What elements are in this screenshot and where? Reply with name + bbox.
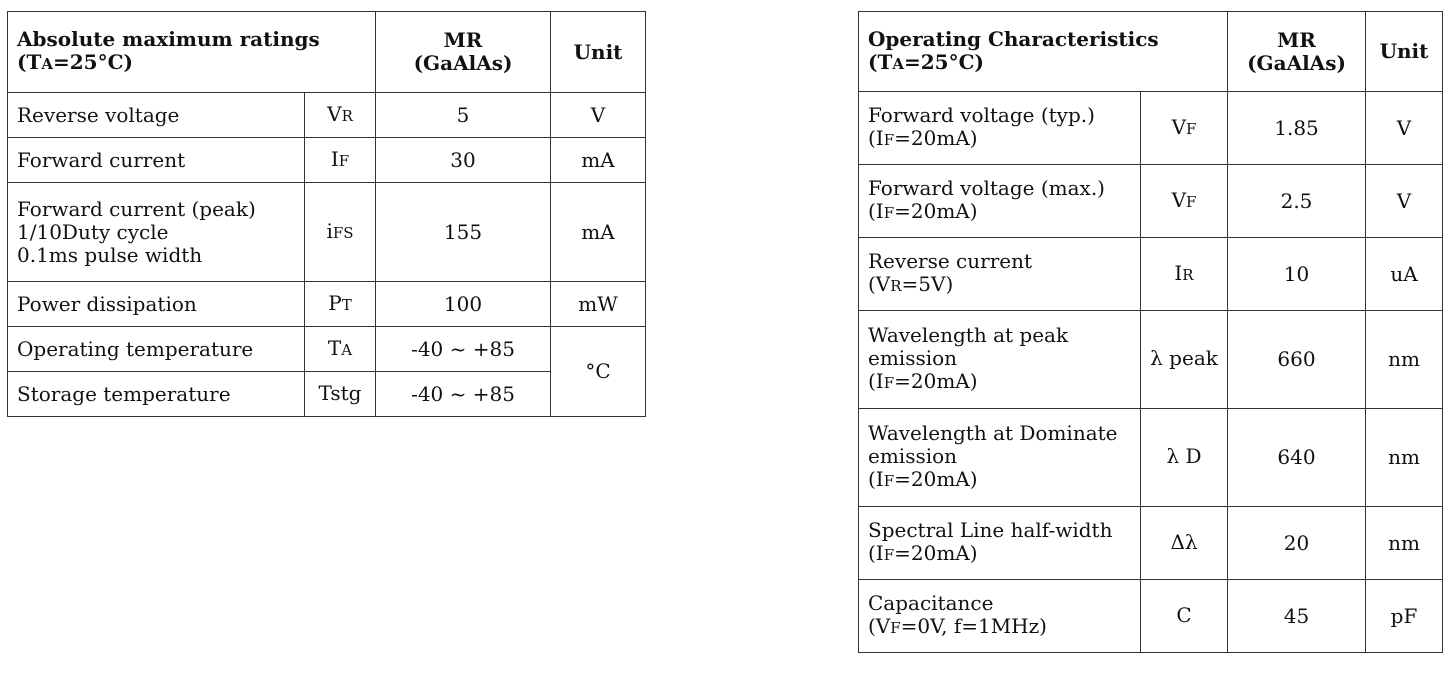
test-condition: (IF=20mA) — [868, 467, 978, 491]
table-row — [859, 580, 1443, 653]
table-row — [859, 507, 1443, 580]
param-cell: Spectral Line half-width (IF=20mA) — [859, 507, 1141, 580]
table-row — [859, 311, 1443, 409]
table-title: Operating Characteristics — [868, 26, 1159, 51]
unit-cell: V — [1366, 92, 1443, 165]
table-condition: (TA=25°C) — [868, 49, 984, 74]
table-row — [859, 409, 1443, 507]
table-row — [859, 238, 1443, 311]
unit-cell: nm — [1366, 507, 1443, 580]
table-row — [8, 138, 646, 183]
unit-cell: mA — [551, 183, 646, 282]
unit-cell: mA — [551, 138, 646, 183]
param-cell: Reverse voltage — [8, 93, 305, 138]
unit-column-header: Unit — [1366, 12, 1443, 92]
value-cell: 45 — [1228, 580, 1366, 653]
table-row — [8, 282, 646, 327]
table-row — [859, 165, 1443, 238]
param-cell: Wavelength at peak emission (IF=20mA) — [859, 311, 1141, 409]
table-title-cell — [8, 12, 376, 93]
unit-cell: mW — [551, 282, 646, 327]
value-cell: 30 — [376, 138, 551, 183]
test-condition: (IF=20mA) — [868, 369, 978, 393]
mr-column-header: MR (GaAlAs) — [1228, 12, 1366, 92]
unit-cell: pF — [1366, 580, 1443, 653]
symbol-cell: Tstg — [305, 372, 376, 417]
param-cell: Storage temperature — [8, 372, 305, 417]
table-title-cell — [859, 12, 1228, 92]
value-cell: -40 ~ +85 — [376, 372, 551, 417]
table-row — [8, 93, 646, 138]
test-condition: (VR=5V) — [868, 272, 954, 296]
table-row — [859, 92, 1443, 165]
value-cell: 10 — [1228, 238, 1366, 311]
test-condition: (IF=20mA) — [868, 199, 978, 223]
symbol-cell: iFS — [305, 183, 376, 282]
test-condition: (VF=0V, f=1MHz) — [868, 614, 1047, 638]
unit-cell: uA — [1366, 238, 1443, 311]
test-condition: (IF=20mA) — [868, 126, 978, 150]
symbol-cell: VF — [1141, 165, 1228, 238]
unit-cell: nm — [1366, 311, 1443, 409]
value-cell: 640 — [1228, 409, 1366, 507]
symbol-cell: VR — [305, 93, 376, 138]
unit-cell: V — [1366, 165, 1443, 238]
symbol-cell: TA — [305, 327, 376, 372]
table-row — [8, 327, 646, 372]
param-cell: Forward current — [8, 138, 305, 183]
param-cell: Forward voltage (max.) (IF=20mA) — [859, 165, 1141, 238]
value-cell: -40 ~ +85 — [376, 327, 551, 372]
symbol-cell: λ D — [1141, 409, 1228, 507]
value-cell: 155 — [376, 183, 551, 282]
value-cell: 1.85 — [1228, 92, 1366, 165]
symbol-cell: VF — [1141, 92, 1228, 165]
param-cell: Capacitance (VF=0V, f=1MHz) — [859, 580, 1141, 653]
value-cell: 100 — [376, 282, 551, 327]
table-title: Absolute maximum ratings — [17, 27, 320, 51]
unit-cell: V — [551, 93, 646, 138]
mr-column-header: MR (GaAlAs) — [376, 12, 551, 93]
unit-column-header: Unit — [551, 12, 646, 93]
param-cell: Forward current (peak) 1/10Duty cycle 0.1ms pulse width — [8, 183, 305, 282]
value-cell: 5 — [376, 93, 551, 138]
value-cell: 2.5 — [1228, 165, 1366, 238]
value-cell: 660 — [1228, 311, 1366, 409]
table-header-row — [859, 12, 1443, 92]
symbol-cell: Δλ — [1141, 507, 1228, 580]
table-header-row — [8, 12, 646, 93]
param-cell: Forward voltage (typ.) (IF=20mA) — [859, 92, 1141, 165]
symbol-cell: λ peak — [1141, 311, 1228, 409]
table-row — [8, 372, 646, 417]
operating-characteristics-table — [858, 11, 1443, 653]
param-cell: Operating temperature — [8, 327, 305, 372]
symbol-cell: PT — [305, 282, 376, 327]
param-cell: Reverse current (VR=5V) — [859, 238, 1141, 311]
absolute-maximum-ratings-table — [7, 11, 646, 417]
unit-cell: nm — [1366, 409, 1443, 507]
symbol-cell: C — [1141, 580, 1228, 653]
table-condition: (TA=25°C) — [17, 50, 133, 74]
value-cell: 20 — [1228, 507, 1366, 580]
symbol-cell: IR — [1141, 238, 1228, 311]
param-cell: Wavelength at Dominate emission (IF=20mA) — [859, 409, 1141, 507]
test-condition: (IF=20mA) — [868, 541, 978, 565]
symbol-cell: IF — [305, 138, 376, 183]
param-cell: Power dissipation — [8, 282, 305, 327]
unit-cell-merged: °C — [551, 327, 646, 417]
table-row — [8, 183, 646, 282]
